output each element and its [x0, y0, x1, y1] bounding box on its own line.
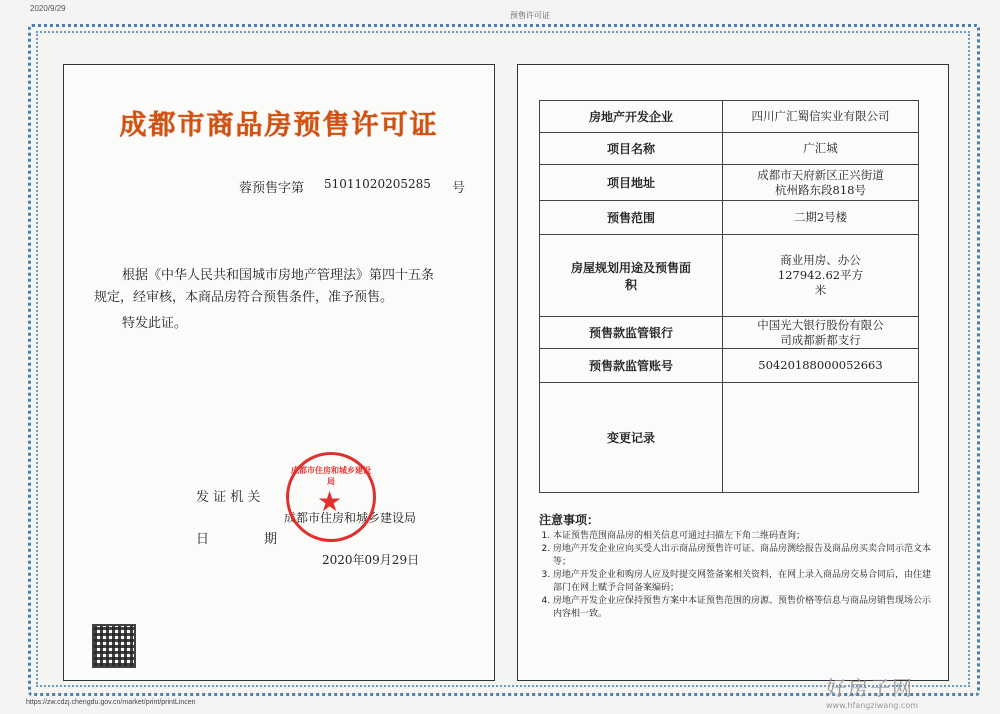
row-value: 四川广汇蜀信实业有限公司 [723, 101, 919, 133]
qr-code-icon [92, 624, 136, 668]
number-label: 蓉预售字第 [239, 181, 305, 196]
row-key: 房屋规划用途及预售面积 [540, 235, 723, 317]
row-value: 中国光大银行股份有限公司成都新都支行 [723, 317, 919, 349]
top-center-label: 预售许可证 [510, 11, 550, 20]
note-item: 2. 房地产开发企业应向买受人出示商品房预售许可证、商品房测绘报告及商品房买卖合同示范文本等； [553, 543, 939, 569]
row-key: 预售款监管账号 [540, 349, 723, 383]
number-value: 510110202052​85 [324, 177, 431, 191]
row-key: 房地产开发企业 [540, 101, 723, 133]
row-key: 变更记录 [540, 383, 723, 493]
row-key: 项目名称 [540, 133, 723, 165]
table-row [540, 101, 919, 133]
row-key: 预售范围 [540, 201, 723, 235]
paragraph-1: 根据《中华人民共和国城市房地产管理法》第四十五条 [122, 268, 435, 283]
watermark [826, 672, 918, 710]
date-label-1: 日 [196, 532, 210, 547]
certificate-title: 成都市商品房预售许可证 [119, 110, 439, 141]
table-row [540, 349, 919, 383]
row-key: 预售款监管银行 [540, 317, 723, 349]
number-suffix: 号 [452, 181, 466, 196]
left-panel [63, 64, 495, 681]
table-row [540, 133, 919, 165]
footer-url: https://zw.cdzj.chengdu.gov.cn/market/print/printLincen [26, 699, 196, 706]
paragraph-2: 规定，经审核，本商品房符合预售条件，准予预售。 [94, 290, 394, 305]
row-value: 二期2号楼 [723, 201, 919, 235]
table-row [540, 235, 919, 317]
table-row [540, 165, 919, 201]
table-row [540, 317, 919, 349]
info-table [539, 100, 919, 493]
notes-title: 注意事项： [539, 513, 600, 527]
note-item: 4. 房地产开发企业应保持预售方案中本证预售范围的房源、预售价格等信息与商品房销售现场公示内容相一致。 [553, 595, 939, 621]
table-row [540, 383, 919, 493]
row-value: 商业用房、办公 127942.62平方米 [723, 235, 919, 317]
note-item: 3. 房地产开发企业和购房人应及时提交网签备案相关资料，在网上录入商品房交易合同后，由住建部门在网上赋予合同备案编码； [553, 569, 939, 595]
watermark-url: www.hfangziwang.com [826, 701, 919, 710]
notes-section [539, 514, 939, 621]
row-value: 50420188000052663 [723, 349, 919, 383]
official-seal [286, 452, 376, 542]
issue-date: 2020年09月29日 [322, 553, 420, 567]
row-value [723, 383, 919, 493]
row-key: 项目地址 [540, 165, 723, 201]
row-value: 广汇城 [723, 133, 919, 165]
table-row [540, 201, 919, 235]
date-label-2: 期 [264, 532, 278, 547]
issuer-value: 成都市住房和城乡建设局 [284, 511, 417, 525]
watermark-text: 好房子网 [826, 676, 914, 700]
row-value: 成都市天府新区正兴街道杭州路东段818号 [723, 165, 919, 201]
star-icon: ★ [317, 485, 343, 518]
seal-text: 成都市住房和城乡建设局 [291, 466, 371, 486]
top-date: 2020/9/29 [30, 4, 66, 13]
paragraph-3: 特发此证。 [122, 316, 188, 331]
issuer-label: 发 证 机 关 [196, 490, 261, 505]
note-item: 1. 本证预售范围商品房的相关信息可通过扫描左下角二维码查询； [553, 530, 939, 543]
